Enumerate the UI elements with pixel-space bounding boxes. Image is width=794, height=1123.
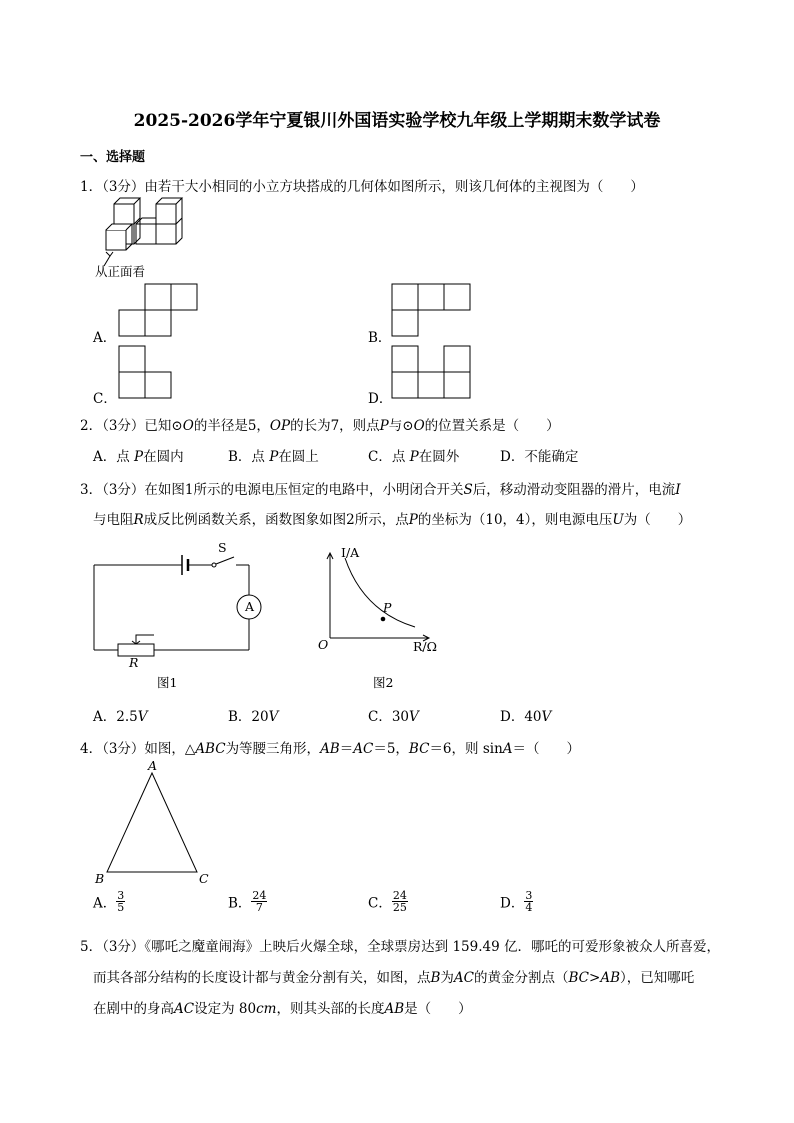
vertex-b-label: B <box>95 871 105 886</box>
q1-solid-figure <box>100 196 180 264</box>
question-3-stem-line1: 3．（3分）在如图1所示的电源电压恒定的电路中，小明闭合开关S后，移动滑动变阻器的滑片，电流I <box>80 482 681 498</box>
q3-inverse-graph <box>325 553 445 643</box>
q2-option-b[interactable]: B．点 P在圆上 <box>228 449 319 465</box>
q3-option-b[interactable]: B．20V <box>228 709 279 725</box>
q4-triangle <box>105 770 200 874</box>
q4-option-d[interactable]: D． $\frac{3}{4}$ <box>500 889 533 914</box>
ammeter-label: A <box>245 599 255 614</box>
view-direction-label: 从正面看 <box>95 264 146 279</box>
q1-option-b-figure[interactable] <box>392 284 472 338</box>
section-heading: 一、选择题 <box>80 150 146 165</box>
switch-label: S <box>218 540 227 555</box>
vertex-a-label: A <box>148 758 158 773</box>
q3-option-d[interactable]: D．40V <box>500 709 552 725</box>
resistor-label: R <box>129 655 139 670</box>
figure-2-caption: 图2 <box>373 675 394 690</box>
q4-option-c[interactable]: C． $\frac{24}{25}$ <box>368 889 407 914</box>
vertex-c-label: C <box>199 871 209 886</box>
page-title: 2025-2026学年宁夏银川外国语实验学校九年级上学期期末数学试卷 <box>133 111 661 131</box>
q3-option-a[interactable]: A．2.5V <box>93 709 148 725</box>
q1-option-c-figure[interactable] <box>119 346 175 400</box>
q3-option-c[interactable]: C．30V <box>368 709 419 725</box>
question-5-stem-line3: 在剧中的身高AC设定为 80cm，则其头部的长度AB是（ ） <box>93 1001 472 1017</box>
x-axis-label: R/Ω <box>413 639 437 654</box>
q3-circuit-diagram <box>94 555 269 655</box>
q1-option-a-figure[interactable] <box>119 284 199 338</box>
question-5-stem-line2: 而其各部分结构的长度设计都与黄金分割有关，如图，点B为AC的黄金分割点（BC>AB），已知哪吒 <box>93 970 695 986</box>
question-5-stem-line1: 5．（3分）《哪吒之魔童闹海》上映后火爆全球，全球票房达到 159.49 亿．哪吒的可爱形象被众人所喜爱， <box>80 939 720 955</box>
q1-option-b-label[interactable]: B． <box>368 330 392 346</box>
q4-option-b[interactable]: B． $\frac{24}{7}$ <box>228 889 267 914</box>
q1-option-d-label[interactable]: D． <box>368 391 393 407</box>
y-axis-label: I/A <box>341 545 360 560</box>
figure-1-caption: 图1 <box>157 675 178 690</box>
point-p-label: P <box>383 600 392 615</box>
question-2-stem: 2．（3分）已知⊙O的半径是5，OP的长为7，则点P与⊙O的位置关系是（ ） <box>80 418 560 434</box>
q2-option-c[interactable]: C．点 P在圆外 <box>368 449 460 465</box>
q2-option-a[interactable]: A．点 P在圆内 <box>93 449 184 465</box>
question-3-stem-line2: 与电阻R成反比例函数关系，函数图象如图2所示，点P的坐标为（10，4），则电源电压U为（ ） <box>93 512 692 528</box>
origin-label: O <box>318 637 329 652</box>
q1-option-a-label[interactable]: A． <box>93 330 117 346</box>
q2-option-d[interactable]: D．不能确定 <box>500 449 579 465</box>
q1-option-d-figure[interactable] <box>392 346 472 400</box>
question-4-stem: 4．（3分）如图，△ABC为等腰三角形，AB＝AC＝5，BC＝6，则 sinA＝（ ） <box>80 741 581 757</box>
q1-option-c-label[interactable]: C． <box>93 391 117 407</box>
q4-option-a[interactable]: A． $\frac{3}{5}$ <box>93 889 125 914</box>
question-1-stem: 1．（3分）由若干大小相同的小立方块搭成的几何体如图所示，则该几何体的主视图为（ ） <box>80 179 644 195</box>
